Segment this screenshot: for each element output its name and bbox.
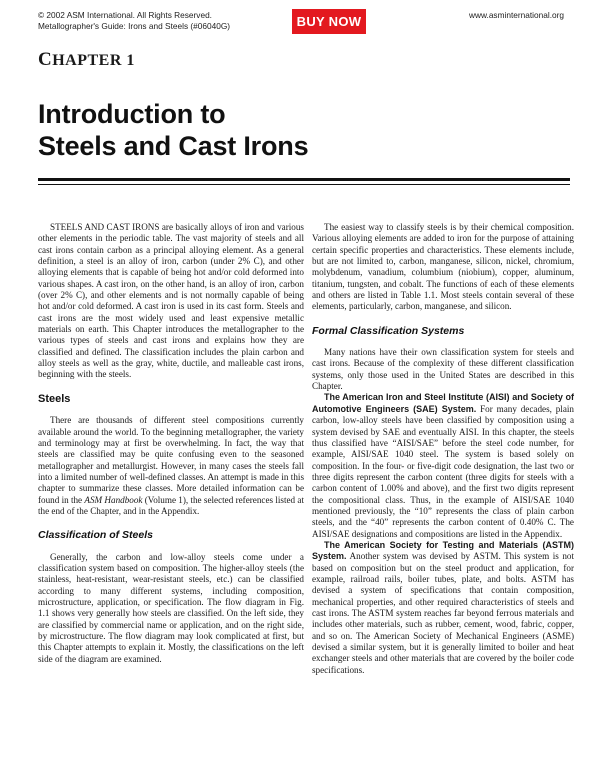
- header-left: [38, 10, 230, 31]
- aisi-text: For many decades, plain carbon, low-alloy steels have been classified by composition using a system devised by SAE and eventually AISI. In this chapter, the steels thus classified have “AISI/SAE” before the steel code number, for example, AISI/SAE 1040 steel. The system is based solely on composition. In the four- or five-digit code designation, the last two or three digits represent the carbon content (three digits for steels with a carbon content of 1.00% and above), and the first two digits represent the compositional class. Thus, in the example of AISI/SAE 1040 mentioned previously, the “10” represents the class of plain carbon steels, and the “40” represents the carbon content of 0.40% C. The AISI/SAE designations and compositions are listed in the Appendix.: [312, 403, 574, 539]
- steels-text-after: (Volume 1), the selected references listed at the end of the Chapter, and in the Appendix.: [38, 494, 304, 516]
- title-rule-thin: [38, 184, 570, 185]
- chapter-initial: C: [38, 49, 53, 70]
- right-column: [312, 222, 574, 676]
- classification-paragraph: Generally, the carbon and low-alloy steels come under a classification system based on composition. The higher-alloy steels (the stainless, heat-resistant, wear-resistant steels, etc.) can be classified according to many different systems, including composition, microstructure, application, or specification. The flow diagram in Fig. 1.1 shows very generally how steels are classified. On the left side, they are classified by commercial name or application, and on the right side, by microstructure. The flow diagram may look complicated at first, but this Chapter attempts to explain it. Mostly, the classifications on the left side of the diagram are examined.: [38, 551, 304, 664]
- title-line-2: Steels and Cast Irons: [38, 131, 309, 161]
- copyright-text: © 2002 ASM International. All Rights Reserved.: [38, 10, 212, 20]
- title-line-1: Introduction to: [38, 99, 226, 129]
- subsection-heading-formal: Formal Classification Systems: [312, 324, 465, 337]
- page-title: [38, 98, 308, 162]
- buy-now-button[interactable]: BUY NOW: [292, 9, 366, 34]
- astm-paragraph: [312, 540, 574, 676]
- chapter-label: [38, 49, 135, 71]
- steels-text-before: There are thousands of different steel compositions currently available around the world. To the beginning metallographer, the variety and terminology may at first be overwhelming. In fact, the way that steels are classified may be quite confusing even to the seasoned metallographer and metallurgist. However, in many cases the steels fall into a limited number of well-defined classes. An attempt is made in this chapter to summarize these classes. More detailed information can be found in the: [38, 415, 304, 505]
- aisi-heading: The American Iron and Steel Institute (AISI) and Society of Automotive Engineers (SAE) System.: [312, 392, 574, 414]
- subsection-heading-classification: Classification of Steels: [38, 529, 153, 542]
- left-column: [38, 222, 304, 665]
- website-link[interactable]: www.asminternational.org: [469, 10, 564, 20]
- title-rule-thick: [38, 178, 570, 181]
- asm-handbook-ref: ASM Handbook: [84, 494, 143, 505]
- astm-heading: The American Society for Testing and Materials (ASTM) System.: [312, 539, 574, 562]
- easiest-paragraph: The easiest way to classify steels is by their chemical composition. Various alloying elements are added to iron for the purpose of attaining certain specific properties and characteristics. These elements include, but are not limited to, carbon, manganese, silicon, nickel, chromium, molybdenum, vanadium, columbium (niobium), copper, aluminum, titanium, tungsten, and cobalt. The functions of each of these elements and others are listed in Table 1.1. Most steels contain several of these elements, particularly, carbon, manganese, and silicon.: [312, 222, 574, 312]
- astm-text: Another system was devised by ASTM. This system is not based on composition but on the steel product and application, for example, railroad rails, boiler tubes, plate, and bolts. ASTM has devised a system of specifications that contain composition, mechanical properties, and other required characteristics of steels and cast irons. The ASTM system reaches far beyond ferrous materials and includes other materials, such as rubber, cement, wood, fabric, copper, and so on. The American Society of Mechanical Engineers (ASME) devised a similar system, but it is generally limited to boiler and heat exchanger steels and other materials that are covered by the boiler code specifications.: [312, 551, 574, 675]
- guide-title: Metallographer's Guide: Irons and Steels (#06040G): [38, 20, 231, 31]
- formal-paragraph: Many nations have their own classification system for steels and cast irons. Because of the complexity of these different classification systems, only those used in the United States are described in this Chapter.: [312, 347, 574, 392]
- steels-paragraph: [38, 415, 304, 517]
- aisi-paragraph: [312, 392, 574, 539]
- section-heading-steels: Steels: [38, 392, 71, 405]
- chapter-rest: HAPTER 1: [52, 52, 135, 69]
- intro-paragraph: STEELS AND CAST IRONS are basically alloys of iron and various other elements in the periodic table. The vast majority of steels and all cast irons contain carbon as a principal alloying element. As a general definition, a steel is an alloy of iron, carbon (under 2% C), and other alloying elements that is capable of being hot and/or cold deformed into various shapes. A cast iron, on the other hand, is an alloy of iron, carbon (over 2% C), and other elements and is not normally capable of being hot and/or cold deformed. A cast iron is used in its cast form. Steels and cast irons are the most widely used and least expensive metallic materials on earth. This Chapter introduces the metallographer to the various types of steels and cast irons and explains how they are classified and defined. The classification includes the plain carbon and alloy steels as well as the gray, white, ductile, and malleable cast irons, beginning with the steels.: [38, 222, 304, 380]
